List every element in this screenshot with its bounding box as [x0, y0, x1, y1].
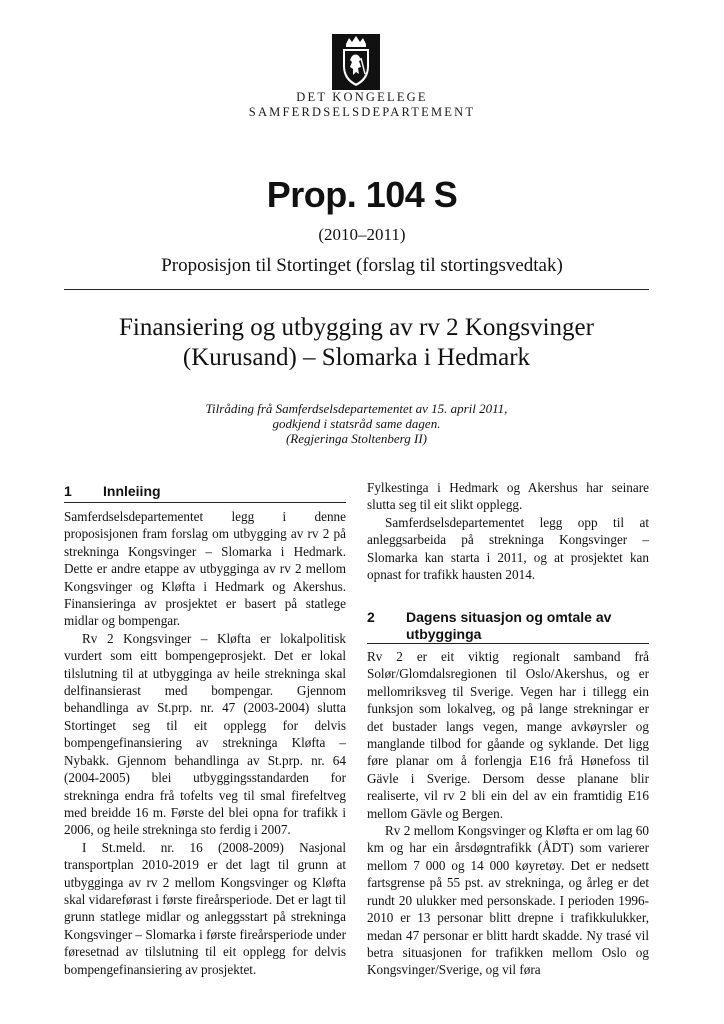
coat-of-arms-icon [332, 34, 380, 90]
section-number: 2 [367, 609, 375, 625]
section-divider [64, 502, 346, 503]
document-title: Finansiering og utbygging av rv 2 Kongsvinger (Kurusand) – Slomarka i Hedmark [119, 314, 594, 371]
section-title [406, 609, 611, 643]
paragraph: Fylkestinga i Hedmark og Akershus har seinare slutta seg til eit slikt opplegg. [367, 480, 649, 513]
department-name-line1: DET KONGELEGE [296, 90, 428, 104]
recommendation-note [64, 401, 649, 446]
section-heading-1 [64, 483, 346, 501]
recommendation-line: Tilråding frå Samferdselsdepartementet av 15. april 2011, [205, 401, 508, 416]
recommendation-line: godkjend i statsråd same dagen. [272, 416, 441, 431]
section-heading-2 [367, 609, 649, 645]
session-years: (2010–2011) [318, 225, 406, 244]
paragraph: Samferdselsdepartementet legg i denne proposisjonen fram forslag om utbygging av rv 2 på strekninga Kongsvinger – Slomarka i Hedmark. Dette er andre etappe av utbygginga av rv 2 mellom Kongsvinger og Kløfta i Hedmark og Akershus. Finansieringa av prosjektet er basert på statlege midlar og bompengar. [64, 509, 346, 629]
right-column-body [367, 648, 649, 979]
title-divider [64, 289, 649, 290]
proposition-number: Prop. 104 S [266, 174, 458, 215]
left-column [64, 508, 346, 978]
section-title-line: Dagens situasjon og omtale av [406, 609, 612, 625]
right-column-top [367, 479, 649, 583]
section-title: Innleiing [103, 483, 161, 499]
paragraph: Rv 2 mellom Kongsvinger og Kløfta er om lag 60 km og har ein årsdøgntrafikk (ÅDT) som varierer mellom 7 000 og 14 000 køyretøy. Det er nedsett fartsgrense på 55 pst. av strekninga, og årleg er det rundt 20 ulukker med personskade. I perioden 1996-2010 er 13 personar blitt drepne i trafikkulukker, medan 47 personar er blitt hardt skadde. Ny trasé vil betra situasjonen for trafikken mellom Oslo og Kongsvinger/Sverige, og vil føra [367, 823, 649, 978]
proposition-subtitle: Proposisjon til Stortinget (forslag til stortingsvedtak) [161, 255, 563, 276]
paragraph: Rv 2 Kongsvinger – Kløfta er lokalpolitisk vurdert som eitt bompengeprosjekt. Det er lokal tilslutning til at utbygginga av heile strekninga skal delfinansierast med bompengar. Gjennom behandlinga av St.prp. nr. 47 (2003-2004) slutta Stortinget seg til eit opplegg for delvis bompengefinansiering av strekninga Kløfta – Nybakk. Gjennom behandlinga av St.prp. nr. 64 (2004-2005) blei utbyggingsstandarden for strekninga endra frå tofelts veg til smal firefeltveg med breidde 16 m. Første del blei opna for trafikk i 2006, og heile strekninga sto ferdig i 2007. [64, 630, 346, 838]
paragraph: I St.meld. nr. 16 (2008-2009) Nasjonal transportplan 2010-2019 er det lagt til grunn at utbygginga av rv 2 mellom Kongsvinger og Kløfta skal vidareførast i første fireårsperiode. Det er lagt til grunn statlege midlar og anleggsstart på strekninga Kongsvinger – Slomarka i første fireårsperiode under føresetnad av tilslutning til eit opplegg for delvis bompengefinansiering av prosjektet. [64, 839, 346, 977]
paragraph: Samferdselsdepartementet legg opp til at anleggsarbeida på strekninga Kongsvinger – Slomarka kan starta i 2011, og at prosjektet kan opnast for trafikk hausten 2014. [367, 514, 649, 583]
recommendation-line: (Regjeringa Stoltenberg II) [285, 431, 428, 446]
section-number: 1 [64, 483, 72, 499]
section-divider [367, 643, 649, 644]
paragraph: Rv 2 er eit viktig regionalt samband frå Solør/Glomdalsregionen til Oslo/Akershus, og er mellomriksveg til Sverige. Vegen har i tillegg ein funksjon som lokalveg, og på lange strekningar er det bustader langs vegen, mange avkøyrsler og manglande tilbod for gåande og syklande. Det ligg føre planar om å forlengja E16 frå Hønefoss til Gävle i Sverige. Dersom desse planane blir realiserte, vil rv 2 bli ein del av ein framtidig E16 mellom Gävle og Bergen. [367, 649, 649, 821]
department-name-line2: SAMFERDSELSDEPARTEMENT [248, 105, 476, 119]
section-title-line: utbygginga [406, 626, 482, 642]
